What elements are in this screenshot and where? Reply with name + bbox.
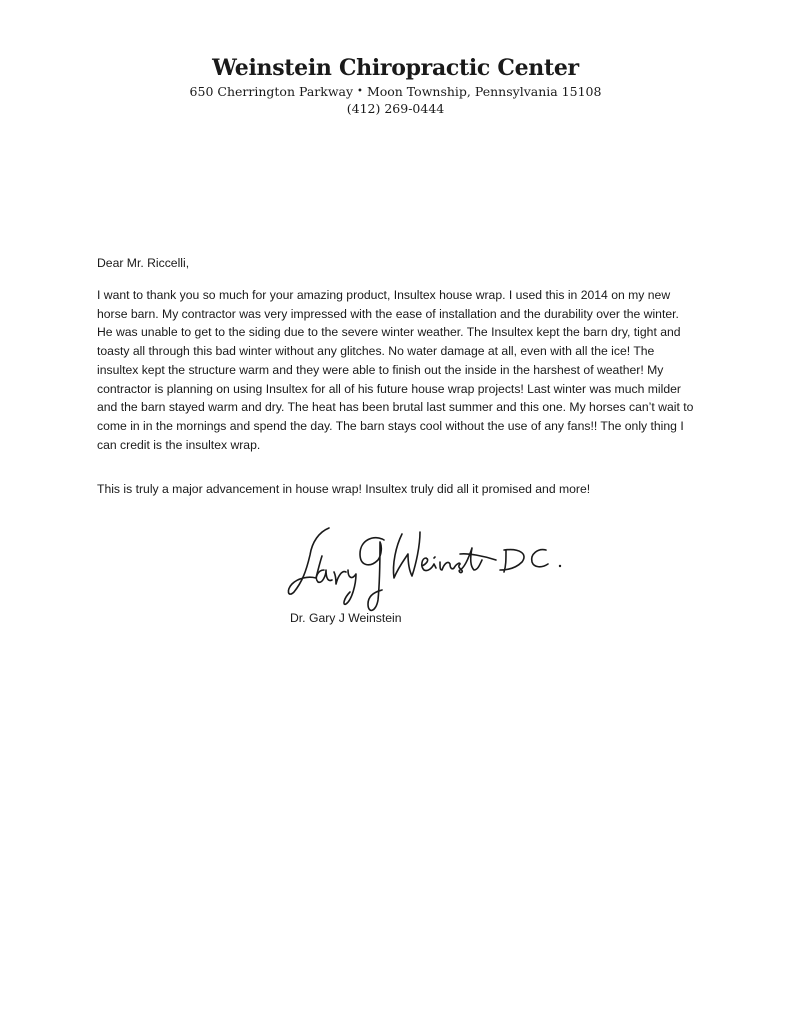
- phone-number: (412) 269-0444: [346, 101, 445, 116]
- signer-name: Dr. Gary J Weinstein: [290, 611, 402, 625]
- handwritten-signature: [284, 520, 584, 620]
- salutation: Dear Mr. Riccelli,: [97, 256, 190, 270]
- city-state-zip: Moon Township, Pennsylvania 15108: [366, 84, 602, 99]
- street-address: 650 Cherrington Parkway: [189, 84, 354, 99]
- letter-body: I want to thank you so much for your amazing product, Insultex house wrap. I used this in 2014 on my new horse barn. My contractor was very impressed with the ease of installation and the durability over the winter. He was unable to get to the siding due to the severe winter weather. The Insultex kept the barn dry, tight and toasty all through this bad winter without any glitches. No water damage at all, even with all the ice! The insultex kept the structure warm and they were able to finish out the inside in the harshest of weather! My contractor is planning on using Insultex for all of his future house wrap projects! Last winter was much milder and the barn stayed warm and dry. The heat has been brutal last summer and this one. My horses can’t wait to come in in the mornings and spend the day. The barn stays cool without the use of any fans!! The only thing I can credit is the insultex wrap.: [97, 288, 694, 452]
- bullet-separator: •: [357, 86, 363, 97]
- letterhead: [0, 54, 791, 117]
- closing-statement: This is truly a major advancement in house wrap! Insultex truly did all it promised and more!: [97, 482, 591, 496]
- organization-name: Weinstein Chiropractic Center: [212, 55, 579, 81]
- address-line: [0, 83, 791, 100]
